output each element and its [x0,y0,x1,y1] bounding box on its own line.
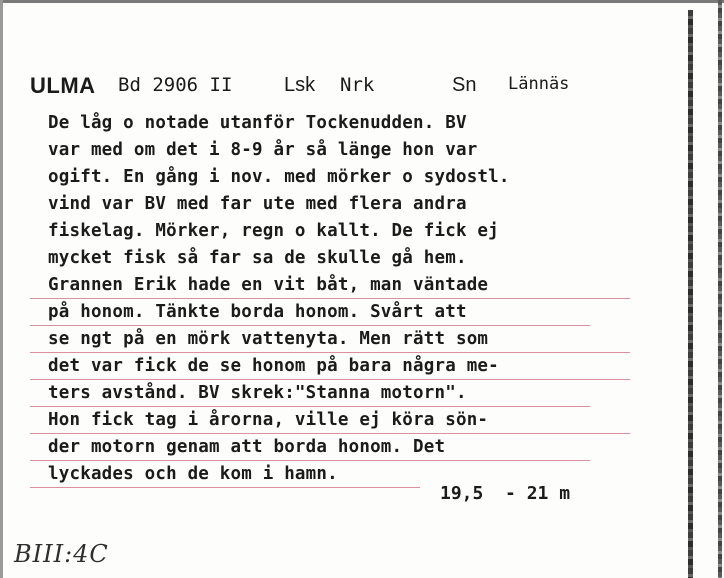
handwritten-note: BIII:4C [14,540,109,568]
scan-edge-left [0,0,3,578]
rule-line [30,460,590,461]
text-line-10: det var fick de se honom på bara några me- [48,356,499,376]
scan-edge-top [0,0,724,3]
text-line-7: Grannen Erik hade en vit båt, man väntade [48,275,489,295]
text-line-3: ogift. En gång i nov. med mörker o sydostl. [48,167,510,187]
text-line-5: fiskelag. Mörker, regn o kallt. De fick ej [48,221,499,241]
rule-line [30,352,630,353]
text-line-1: De låg o notade utanför Tockenudden. BV [48,113,467,133]
rule-line [30,298,630,299]
socken-value: Lännäs [508,74,570,94]
lsk-label: Lsk [284,74,316,96]
rule-line [30,406,590,407]
text-line-12: Hon fick tag i årorna, ville ej köra sön- [48,410,489,430]
text-line-8: på honom. Tänkte borda honom. Svårt att [48,302,467,322]
rule-line [30,379,630,380]
text-line-2: var med om det i 8-9 år så länge hon var [48,140,478,160]
text-line-11: ters avstånd. BV skrek:"Stanna motorn". [48,383,467,403]
text-line-14: lyckades och de kom i hamn. [48,464,338,484]
text-line-13: der motorn genam att borda honom. Det [48,437,446,457]
text-line-6: mycket fisk så far sa de skulle gå hem. [48,248,467,268]
depth-measurement: 19,5 - 21 m [440,483,571,504]
text-line-9: se ngt på en mörk vattenyta. Men rätt som [48,329,489,349]
rule-line [30,325,590,326]
scan-edge-far-right [718,0,722,578]
text-line-4: vind var BV med far ute med flera andra [48,194,467,214]
record-number: Bd 2906 II [118,74,233,96]
rule-line [30,433,630,434]
landskap-value: Nrk [340,74,375,96]
archive-code: ULMA [30,73,96,98]
scan-edge-right [688,10,693,578]
sn-label: Sn [452,74,477,96]
rule-line [30,487,420,488]
